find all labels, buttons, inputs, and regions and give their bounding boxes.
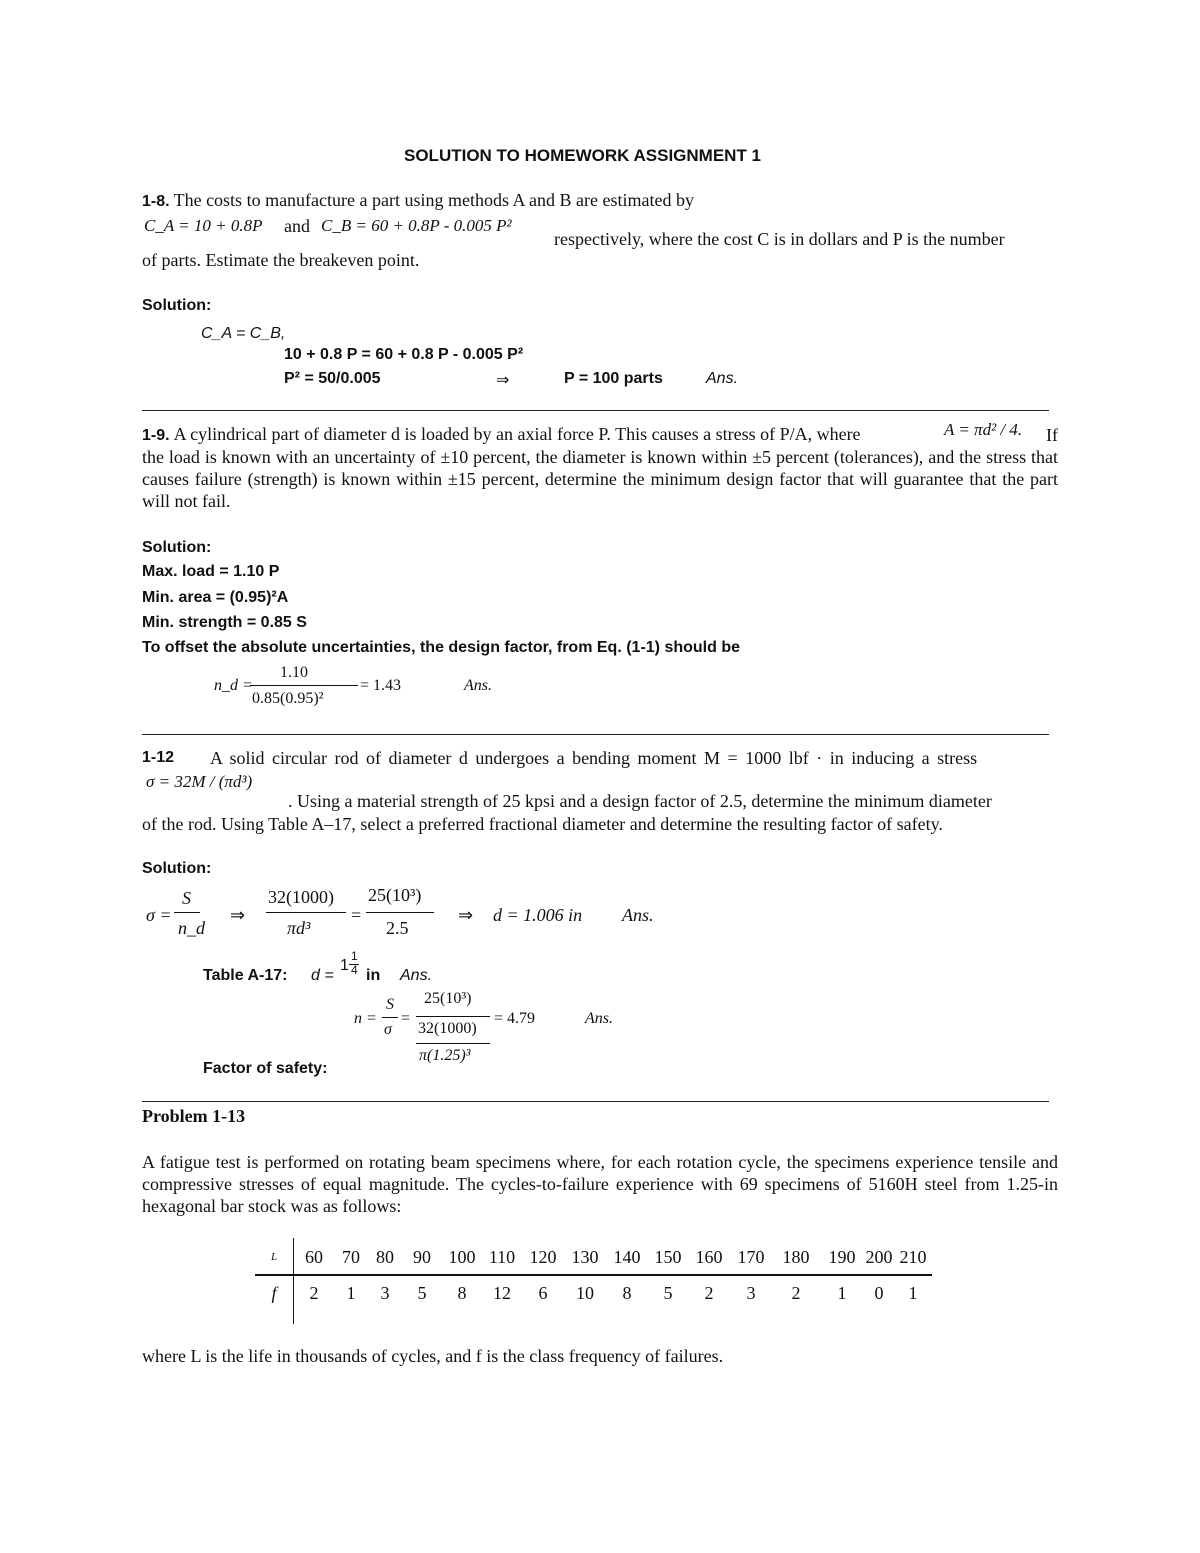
implies-arrow: ⇒ (496, 372, 510, 389)
min-area: Min. area = (0.95)²A (142, 589, 289, 606)
frequency-cell: 2 (704, 1282, 714, 1303)
table-reference: Table A-17: (203, 967, 288, 984)
implies-arrow: ⇒ (230, 905, 246, 925)
solution-step-3a: P² = 50/0.005 (284, 370, 381, 387)
life-cell: 70 (334, 1240, 368, 1275)
design-factor-denominator: 0.85(0.95)² (252, 690, 324, 707)
design-factor-result: = 1.43 (360, 677, 402, 694)
answer-label: Ans. (400, 967, 433, 984)
frequency-cell: 1 (837, 1282, 847, 1303)
life-cell: 210 (894, 1240, 932, 1275)
problem-text: A solid circular rod of diameter d undergoes a bending moment M = 1000 lbf · in inducing a stress (210, 748, 978, 768)
life-row (255, 1240, 932, 1275)
mixed-number-numerator: 1 (351, 949, 358, 963)
table-footnote: where L is the life in thousands of cycles, and f is the class frequency of failures. (142, 1346, 724, 1366)
area-equation: A = πd² / 4. (944, 420, 1023, 439)
frequency-cell: 3 (380, 1282, 390, 1303)
problem-text: A fatigue test is performed on rotating beam specimens where, for each rotation cycle, the specimens experience tensile and compressive stresses of equal magnitude. The cycles-to-failure experience with 69 specimens of 5160H steel from 1.25-in hexagonal bar stock was as follows: (142, 1152, 1058, 1216)
factor-of-safety-label: Factor of safety: (203, 1060, 328, 1077)
frequency-cell: 5 (417, 1282, 427, 1303)
design-factor-lhs: n_d = (214, 677, 253, 694)
strength-numerator: S (182, 888, 191, 908)
frequency-cell: 1 (908, 1282, 918, 1303)
life-cell: 110 (482, 1240, 522, 1275)
mixed-number-whole: 1 (340, 957, 349, 974)
problem-text-body: If the load is known with an uncertainty of ±10 percent, the diameter is known within ±5 percent (tolerances), and the stress that causes failure (strength) is known within ±15 percent, determine the minimum design factor that will guarantee that the part will not fail. (142, 425, 1058, 511)
problem-text-end: of parts. Estimate the breakeven point. (142, 250, 420, 270)
solution-result: P = 100 parts (564, 370, 663, 387)
frequency-cell: 1 (346, 1282, 356, 1303)
life-cell: 180 (772, 1240, 820, 1275)
divider (142, 1101, 1049, 1102)
frequency-cell: 0 (874, 1282, 884, 1303)
life-cell: 60 (294, 1240, 335, 1275)
answer-label: Ans. (706, 370, 739, 387)
table-diameter-lhs: d = (311, 967, 334, 984)
fraction-bar (266, 912, 346, 913)
solution-label: Solution: (142, 297, 212, 314)
fraction-bar (382, 1017, 398, 1018)
equals-sign: = (351, 905, 362, 925)
fraction-bar (250, 685, 358, 686)
safety-factor-result: = 4.79 (494, 1010, 536, 1027)
problem-text-cont: respectively, where the cost C is in dollars and P is the number (554, 229, 1005, 249)
cost-equation-a: C_A = 10 + 0.8P (144, 216, 263, 235)
problem-text-end: of the rod. Using Table A–17, select a preferred fractional diameter and determine the resulting factor of safety. (142, 814, 943, 834)
problem-heading: Problem 1-13 (142, 1106, 246, 1126)
fraction-bar (366, 912, 434, 913)
answer-label: Ans. (585, 1010, 613, 1027)
divider (142, 734, 1049, 735)
solution-label: Solution: (142, 539, 212, 556)
stress-equation: σ = 32M / (πd³) (146, 772, 253, 791)
implies-arrow: ⇒ (458, 905, 474, 925)
answer-label: Ans. (464, 677, 492, 694)
life-cell: 120 (522, 1240, 564, 1275)
life-cell: 130 (564, 1240, 606, 1275)
life-cell: 140 (606, 1240, 648, 1275)
safety-factor-inner-denominator: π(1.25)³ (419, 1047, 471, 1064)
problem-text: The costs to manufacture a part using methods A and B are estimated by (173, 190, 694, 210)
strength-value-denominator: 2.5 (386, 918, 409, 938)
min-strength: Min. strength = 0.85 S (142, 614, 307, 631)
life-cell: 190 (820, 1240, 864, 1275)
life-cell: 80 (368, 1240, 402, 1275)
life-cell: 200 (864, 1240, 894, 1275)
moment-denominator: πd³ (287, 918, 311, 938)
table-vertical-rule (293, 1238, 294, 1324)
strength-value-numerator: 25(10³) (368, 885, 422, 905)
safety-factor-numerator: 25(10³) (424, 990, 472, 1007)
divider (142, 410, 1049, 411)
fraction-bar (174, 912, 200, 913)
design-factor-denominator: n_d (178, 918, 205, 938)
frequency-cell: 2 (309, 1282, 319, 1303)
frequency-cell: 2 (791, 1282, 801, 1303)
frequency-cell: 3 (746, 1282, 756, 1303)
solution-step-1: C_A = C_B, (201, 325, 286, 342)
frequency-cell: 12 (493, 1282, 511, 1303)
problem-number: 1-9. (142, 427, 170, 444)
design-factor-numerator: 1.10 (280, 664, 308, 681)
life-cell: 90 (402, 1240, 442, 1275)
problem-number: 1-12 (142, 749, 175, 766)
mixed-number-denominator: 4 (351, 963, 358, 977)
frequency-table (255, 1240, 932, 1310)
max-load: Max. load = 1.10 P (142, 563, 280, 580)
frequency-cell: 8 (457, 1282, 467, 1303)
problem-text-cont: . Using a material strength of 25 kpsi and a design factor of 2.5, determine the minimum diameter (288, 791, 992, 811)
life-cell: 100 (442, 1240, 482, 1275)
safety-factor-sigma: σ (384, 1021, 392, 1038)
safety-factor-s: S (386, 996, 394, 1013)
offset-statement: To offset the absolute uncertainties, the design factor, from Eq. (1-1) should be (142, 639, 740, 656)
problem-text: A cylindrical part of diameter d is loaded by an axial force P. This causes a stress of P/A, where (173, 424, 861, 444)
diameter-result: d = 1.006 in (493, 905, 583, 925)
problem-number: 1-8. (142, 193, 170, 210)
page-title: SOLUTION TO HOMEWORK ASSIGNMENT 1 (404, 146, 762, 165)
frequency-row (255, 1275, 932, 1310)
life-cell: 170 (730, 1240, 772, 1275)
equals-sign: = (401, 1010, 411, 1027)
frequency-cell: 10 (576, 1282, 594, 1303)
safety-factor-lhs: n = (354, 1010, 377, 1027)
moment-numerator: 32(1000) (268, 887, 334, 907)
and-text: and (284, 216, 310, 236)
inch-unit: in (366, 967, 381, 984)
solution-label: Solution: (142, 860, 212, 877)
frequency-cell: 5 (663, 1282, 673, 1303)
safety-factor-inner-numerator: 32(1000) (418, 1020, 477, 1037)
cost-equation-b: C_B = 60 + 0.8P - 0.005 P² (321, 216, 512, 235)
frequency-row-label: f (255, 1275, 294, 1310)
frequency-cell: 8 (622, 1282, 632, 1303)
life-cell: 150 (648, 1240, 688, 1275)
life-row-label: L (255, 1240, 294, 1275)
solution-step-2: 10 + 0.8 P = 60 + 0.8 P - 0.005 P² (284, 346, 524, 363)
problem-1-8-intro (142, 190, 694, 211)
frequency-cell: 6 (538, 1282, 548, 1303)
fraction-bar (416, 1043, 490, 1044)
sigma-lhs: σ = (146, 905, 172, 925)
answer-label: Ans. (622, 905, 654, 925)
fraction-bar (416, 1016, 490, 1017)
life-cell: 160 (688, 1240, 730, 1275)
